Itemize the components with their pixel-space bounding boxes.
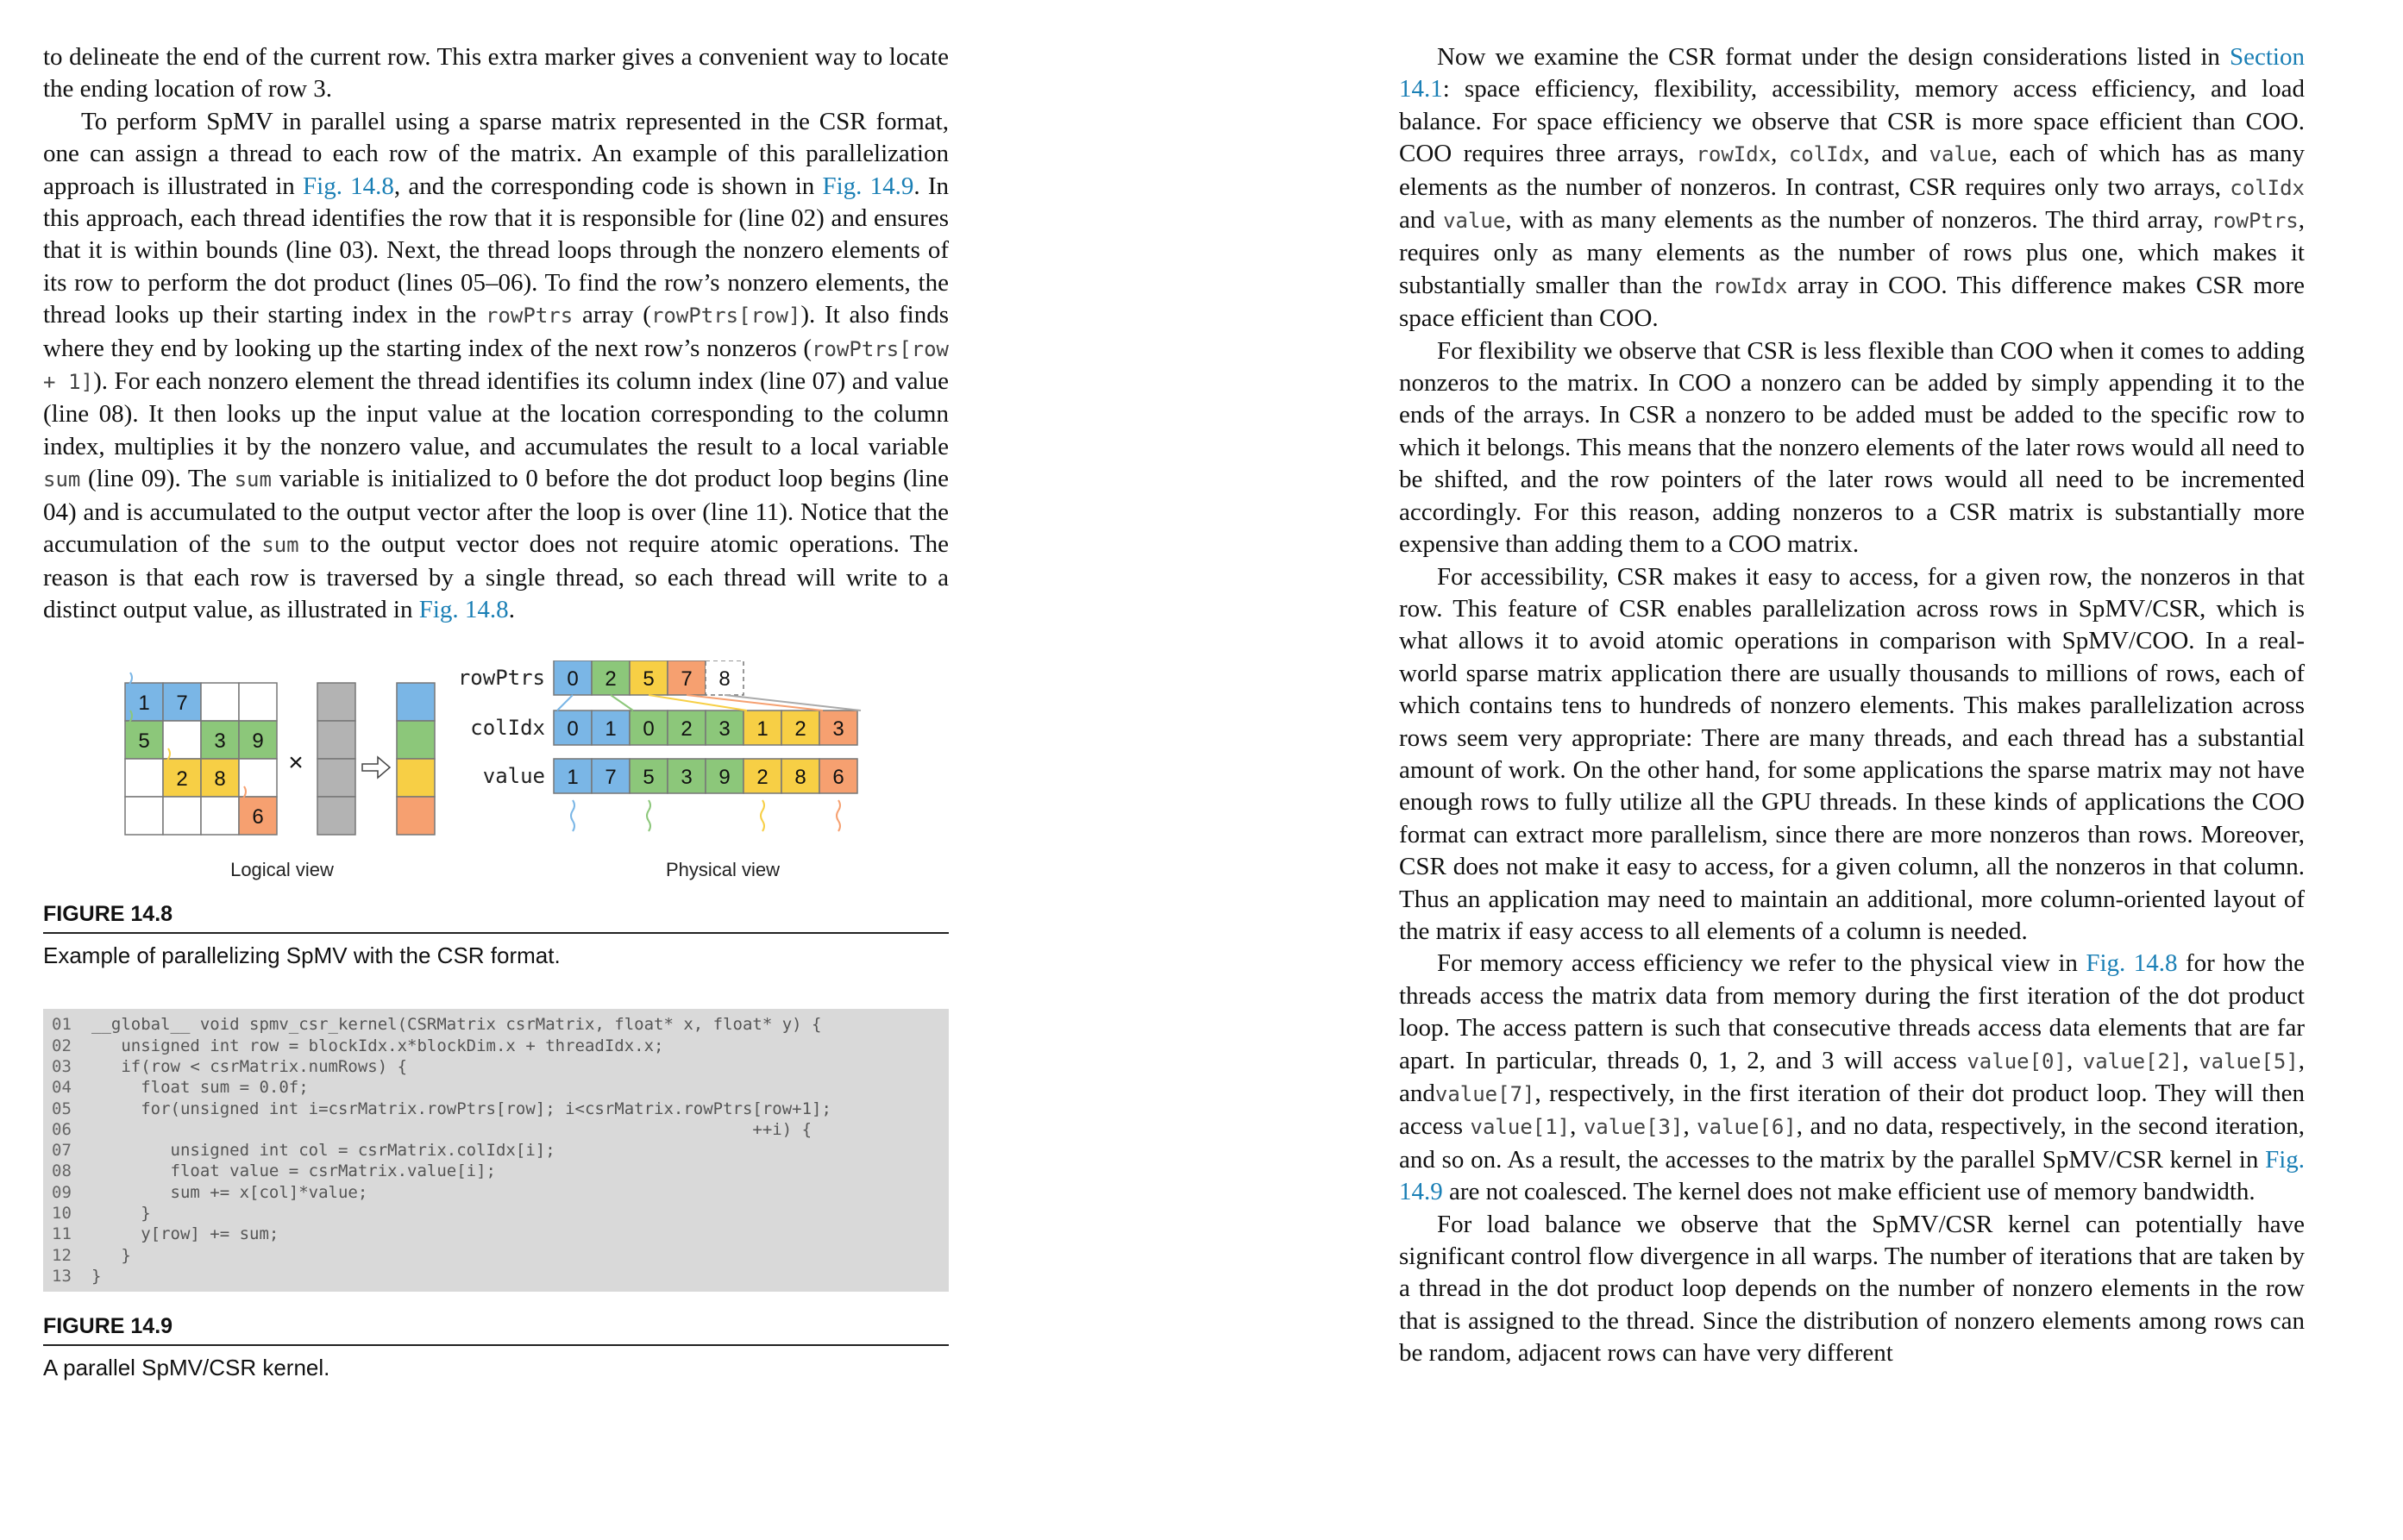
matrix-cell [163,797,201,835]
input-vector-cell [317,797,355,835]
array-value: 3 [718,717,731,742]
matrix-cell [239,683,277,721]
matrix-value: 9 [252,729,264,754]
code-line [52,1077,940,1098]
code-value-0: value[0] [1967,1049,2067,1074]
result-arrow [362,757,390,778]
code-value-5: value[5] [2199,1049,2299,1074]
line-number: 13 [52,1266,72,1286]
array-value: 0 [567,667,579,692]
code-line [52,1266,940,1286]
code-listing [43,1009,949,1292]
line-number: 06 [52,1119,72,1139]
code-text: sum += x[col]*value; [91,1182,368,1202]
line-number: 11 [52,1224,72,1244]
pointer-line [725,695,861,711]
thread-squiggle [761,800,764,831]
paragraph-load-balance: For load balance we observe that the SpMV/CSR kernel can potentially have significant control flow divergence in all warps. The number of iterations that are taken by a thread in the dot product loop depends on the number of nonzero elements in the row that is assigned to the thread. Since the distribution of nonzero elements among rows can be random, adjacent rows can have very different [1399,1210,2305,1368]
code-line [52,1161,940,1181]
code-line [52,1056,940,1077]
matrix-value: 3 [214,729,226,754]
input-vector-cell [317,721,355,759]
pointer-line [649,695,747,711]
array-value: 1 [756,717,769,742]
multiply-symbol: × [288,748,304,778]
figure-14-9-caption: A parallel SpMV/CSR kernel. [43,1355,330,1381]
code-text: float value = csrMatrix.value[i]; [91,1161,496,1181]
array-value: 7 [681,667,693,692]
array-value: 0 [643,717,655,742]
code-sum: sum [43,467,81,492]
line-number: 02 [52,1036,72,1055]
array-value: 3 [681,766,693,790]
pointer-line [611,695,633,711]
code-rowptrs: rowPtrs [486,304,574,329]
code-line [52,1099,940,1119]
matrix-cell [125,759,163,797]
logical-view-label: Logical view [230,859,334,881]
figure-14-8-caption: Example of parallelizing SpMV with the CSR format. [43,942,561,969]
matrix-cell [201,797,239,835]
code-line [52,1119,940,1140]
matrix-value: 7 [176,692,188,716]
array-value: 8 [794,766,806,790]
array-value: 2 [756,766,769,790]
code-rowptrs-row: rowPtrs[row] [650,304,801,329]
code-text: __global__ void spmv_csr_kernel(CSRMatrix csrMatrix, float* x, float* y) { [91,1015,822,1035]
paragraph-memory-access: For memory access efficiency we refer to the physical view in Fig. 14.8 for how the threads access the matrix data from memory during the first iteration of the dot product loop. The access pattern is such that consecutive threads access data elements that are far apart. In particular, threads 0, 1, 2, and 3 will access value[0], value[2], value[5], andvalue[7], respectively, in the first iteration of their dot product loop. They will then access value[1], value[3], value[6], and no data, respectively, in the second iteration, and so on. As a result, the accesses to the matrix by the parallel SpMV/CSR kernel in Fig. 14.9 are not coalesced. The kernel does not make efficient use of memory bandwidth. [1399,949,2306,1206]
code-rowidx: rowIdx [1712,273,1788,298]
pointer-line [557,695,573,711]
paragraph-parallel-spmv: To perform SpMV in parallel using a sparse matrix represented in the CSR format, one can assign a thread to each row of the matrix. An example of this parallelization approach is illustrated in Fig. 14.8, and the corresponding code is shown in Fig. 14.9. In this approach, each thread identifies the row that it is responsible for (line 02) and ensures that it is within bounds (line 03). Next, the thread loops through the nonzero elements of its row to perform the dot product (lines 05–06). To find the row’s nonzero elements, the thread looks up their starting index in the rowPtrs array (rowPtrs[row]). It also finds where they end by looking up the starting index of the next row’s nonzeros (rowPtrs[row + 1]). For each nonzero element the thread identifies its column index (line 07) and value (line 08). It then looks up the input value at the location corresponding to the column index, multiplies it by the nonzero value, and accumulates the result to a local variable sum (line 09). The sum variable is initialized to 0 before the dot product loop begins (line 04) and is accumulated to the output vector after the loop is over (line 11). Notice that the accumulation of the sum to the output vector does not require atomic operations. The reason is that each row is traversed by a single thread, so each thread will write to a distinct output value, as illustrated in Fig. 14.8. [43,107,949,623]
code-rowptrs-row-plus-1: rowPtrs[row + 1] [43,336,949,395]
matrix-cell [239,759,277,797]
code-text: float sum = 0.0f; [91,1078,309,1098]
array-value: 0 [567,717,579,742]
array-value: 1 [567,766,579,790]
code-line [52,1245,940,1266]
matrix-value: 2 [176,767,188,792]
code-value-3: value[3] [1583,1115,1684,1140]
code-line [52,1140,940,1161]
code-text: ++i) { [91,1119,813,1139]
section-14-1-link[interactable]: Section 14.1 [1399,43,2305,103]
figure-14-9-label: FIGURE 14.9 [43,1314,173,1339]
code-line [52,1203,940,1224]
figure-14-8-label: FIGURE 14.8 [43,902,173,927]
array-value: 2 [681,717,693,742]
input-vector-cell [317,759,355,797]
code-line [52,1036,940,1056]
matrix-value: 8 [214,767,226,792]
fig-14-8-link[interactable]: Fig. 14.8 [2086,949,2178,978]
matrix-value: 5 [138,729,150,754]
matrix-value: 1 [138,692,150,716]
paragraph-accessibility: For accessibility, CSR makes it easy to access, for a given row, the nonzeros in that row. This feature of CSR enables parallelization across rows in SpMV/CSR, which is what allows it to avoid atomic operations in comparison with SpMV/COO. In a real-world sparse matrix application there are usually thousands to millions of rows, each of which contains tens to hundreds of nonzero elements. This makes parallelization across rows seem very appropriate: There are many threads, and each thread has a substantial amount of work. On the other hand, for some applications the sparse matrix may not have enough rows to fully utilize all the GPU threads. In these kinds of applications the COO format can extract more parallelism, since there are more nonzeros than rows. Moreover, CSR does not make it easy to access, for a given column, all the nonzeros in that column. Thus an application may need to maintain an additional, more column-oriented layout of the matrix if easy access to all elements of a column is needed. [1399,562,2305,945]
pointer-line [687,695,823,711]
code-text: if(row < csrMatrix.numRows) { [91,1056,408,1076]
code-rowidx: rowIdx [1696,142,1772,167]
output-vector-cell [397,797,435,835]
line-number: 09 [52,1182,72,1202]
code-value: value [1929,142,1992,167]
line-number: 12 [52,1245,72,1265]
line-number: 03 [52,1056,72,1076]
code-text: } [91,1203,151,1223]
array-value: 3 [832,717,844,742]
code-line [52,1182,940,1203]
paragraph-row3-marker: to delineate the end of the current row. This extra marker gives a convenient way to locate the ending location of row 3. [43,43,949,103]
line-number: 04 [52,1078,72,1098]
code-text: for(unsigned int i=csrMatrix.rowPtrs[row]; i<csrMatrix.rowPtrs[row+1]; [91,1099,831,1118]
code-line [52,1014,940,1035]
code-text: unsigned int row = blockIdx.x*blockDim.x + threadIdx.x; [91,1036,664,1055]
array-value: 2 [605,667,617,692]
array-name: colIdx [470,716,545,741]
figure-14-8-diagram [43,660,949,893]
physical-view-label: Physical view [665,859,781,881]
array-name: rowPtrs [457,666,545,691]
array-value: 8 [718,667,731,692]
thread-squiggle [647,800,650,831]
array-value: 5 [643,667,655,692]
code-sum: sum [234,467,272,492]
code-rowptrs: rowPtrs [2211,209,2299,234]
code-colidx: colIdx [2230,175,2305,200]
array-value: 2 [794,717,806,742]
matrix-cell [163,721,201,759]
fig-14-9-link[interactable]: Fig. 14.9 [1399,1145,2305,1206]
thread-squiggle [571,800,574,831]
code-text: } [91,1266,102,1286]
figure-14-9-rule [43,1344,949,1346]
array-value: 9 [718,766,731,790]
thread-squiggle [837,800,840,831]
matrix-value: 6 [252,805,264,829]
line-number: 05 [52,1099,72,1118]
line-number: 07 [52,1141,72,1161]
code-sum: sum [261,533,299,558]
line-number: 01 [52,1015,72,1035]
array-name: value [482,764,545,789]
paragraph-design-considerations: Now we examine the CSR format under the design considerations listed in Section 14.1: space efficiency, flexibility, accessibility, memory access efficiency, and load balance. For space efficiency we observe that CSR is more space efficient than COO. COO requires three arrays, rowIdx, colIdx, and value, each of which has as many elements as the number of nonzeros. In contrast, CSR requires only two arrays, colIdx and value, with as many elements as the number of nonzeros. The third array, rowPtrs, requires only as many elements as the number of rows plus one, which makes it substantially smaller than the rowIdx array in COO. This difference makes CSR more space efficient than COO. [1399,43,2306,333]
right-column [1399,41,2305,1370]
output-vector-cell [397,683,435,721]
fig-14-9-link[interactable]: Fig. 14.9 [822,172,914,200]
code-value-6: value[6] [1697,1115,1797,1140]
code-line [52,1224,940,1244]
array-value: 7 [605,766,617,790]
code-value-2: value[2] [2082,1049,2183,1074]
matrix-cell [201,683,239,721]
code-value-7: value[7] [1434,1082,1535,1106]
code-text: } [91,1245,131,1265]
output-vector-cell [397,759,435,797]
matrix-cell [125,797,163,835]
array-value: 5 [643,766,655,790]
line-number: 10 [52,1203,72,1223]
code-text: unsigned int col = csrMatrix.colIdx[i]; [91,1141,555,1161]
line-number: 08 [52,1161,72,1181]
input-vector-cell [317,683,355,721]
code-value-1: value[1] [1470,1115,1571,1140]
code-text: y[row] += sum; [91,1224,279,1244]
code-colidx: colIdx [1788,142,1864,167]
left-column [43,41,949,1381]
fig-14-8-link[interactable]: Fig. 14.8 [418,595,509,623]
paragraph-flexibility: For flexibility we observe that CSR is less flexible than COO when it comes to adding nonzeros to the matrix. In COO a nonzero can be added by simply appending it to the ends of the arrays. In CSR a nonzero to be added must be added to the specific row to which it belongs. This means that the nonzero elements of the later rows would all need to be shifted, and the row pointers of the later rows would all need to be incremented accordingly. For this reason, adding nonzeros to a CSR matrix is substantially more expensive than adding them to a COO matrix. [1399,336,2305,559]
array-value: 1 [605,717,617,742]
figure-14-8-rule [43,932,949,934]
figure-14-8 [43,660,949,893]
code-value: value [1443,209,1506,234]
fig-14-8-link[interactable]: Fig. 14.8 [303,172,394,200]
array-value: 6 [832,766,844,790]
output-vector-cell [397,721,435,759]
